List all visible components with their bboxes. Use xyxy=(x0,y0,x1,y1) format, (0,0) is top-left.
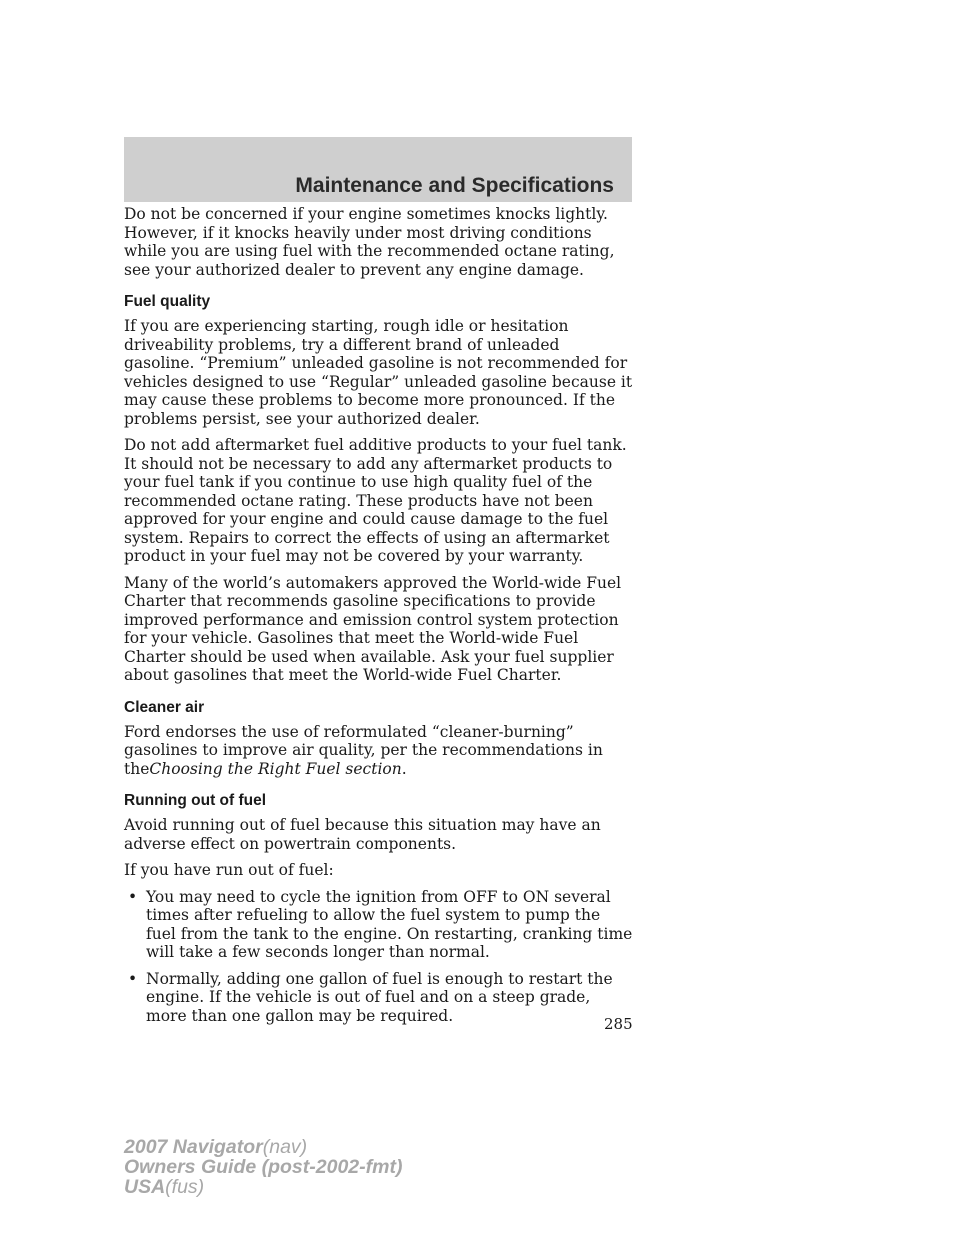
footer-line-3 xyxy=(124,1177,402,1197)
page-content xyxy=(124,205,634,1033)
bullet-icon: • xyxy=(128,887,138,906)
fuel-quality-paragraph-2: Do not add aftermarket fuel additive products to your fuel tank. It should not be necessary to add any aftermarket products to your fuel tank if you continue to use high quality fuel of the recommended octane rating. These products have not been approved for your engine and could cause damage to the fuel system. Repairs to correct the effects of using an aftermarket product in your fuel may not be covered by your warranty. xyxy=(124,436,627,565)
cleaner-air-paragraph xyxy=(124,723,634,779)
cleaner-air-reference: Choosing the Right Fuel section xyxy=(149,759,402,778)
footer-model: 2007 Navigator xyxy=(124,1136,263,1158)
list-item-text: You may need to cycle the ignition from OFF to ON several times after refueling to allow the fuel system to pump the fuel from the tank to the engine. On restarting, cranking time will take a few seconds longer than normal. xyxy=(146,887,633,961)
intro-paragraph: Do not be concerned if your engine sometimes knocks lightly. However, if it knocks heavily under most driving conditions while you are using fuel with the recommended octane rating, see your authorized dealer to prevent any engine damage. xyxy=(124,205,615,279)
list-item xyxy=(124,970,634,1026)
running-out-list xyxy=(124,888,634,1026)
page-number: 285 xyxy=(604,1015,633,1033)
section-header-band xyxy=(124,137,632,202)
running-out-heading: Running out of fuel xyxy=(124,792,267,809)
cleaner-air-period: . xyxy=(401,759,407,778)
footer-line-1 xyxy=(124,1137,402,1157)
cleaner-air-heading: Cleaner air xyxy=(124,698,205,716)
document-footer xyxy=(124,1137,402,1197)
footer-line-2: Owners Guide (post-2002-fmt) xyxy=(124,1156,403,1178)
fuel-quality-heading: Fuel quality xyxy=(124,293,211,310)
bullet-icon: • xyxy=(128,969,138,988)
list-item xyxy=(124,888,634,962)
fuel-quality-paragraph-1: If you are experiencing starting, rough idle or hesitation driveability problems, try a different brand of unleaded gasoline. “Premium” unleaded gasoline is not recommended for vehicles designed to use “Regular” unleaded gasoline because it may cause these problems to become more pronounced. If the problems persist, see your authorized dealer. xyxy=(124,317,633,428)
footer-model-code: (nav) xyxy=(262,1136,308,1158)
running-out-paragraph-1: Avoid running out of fuel because this situation may have an adverse effect on powertrain components. xyxy=(124,816,601,853)
footer-market-code: (fus) xyxy=(165,1176,205,1198)
fuel-quality-paragraph-3: Many of the world’s automakers approved the World-wide Fuel Charter that recommends gasoline specifications to provide improved performance and emission control system protection for your vehicle. Gasolines that meet the World-wide Fuel Charter should be used when available. Ask your fuel supplier about gasolines that meet the World-wide Fuel Charter. xyxy=(124,573,622,684)
list-item-text: Normally, adding one gallon of fuel is enough to restart the engine. If the vehicle is out of fuel and on a steep grade, more than one gallon may be required. xyxy=(146,969,613,1025)
cleaner-air-text: Ford endorses the use of reformulated “cleaner-burning” gasolines to improve air quality, per the recommendations in the xyxy=(124,722,603,778)
running-out-paragraph-2: If you have run out of fuel: xyxy=(124,861,334,879)
footer-market: USA xyxy=(124,1176,166,1198)
section-title: Maintenance and Specifications xyxy=(295,174,614,197)
